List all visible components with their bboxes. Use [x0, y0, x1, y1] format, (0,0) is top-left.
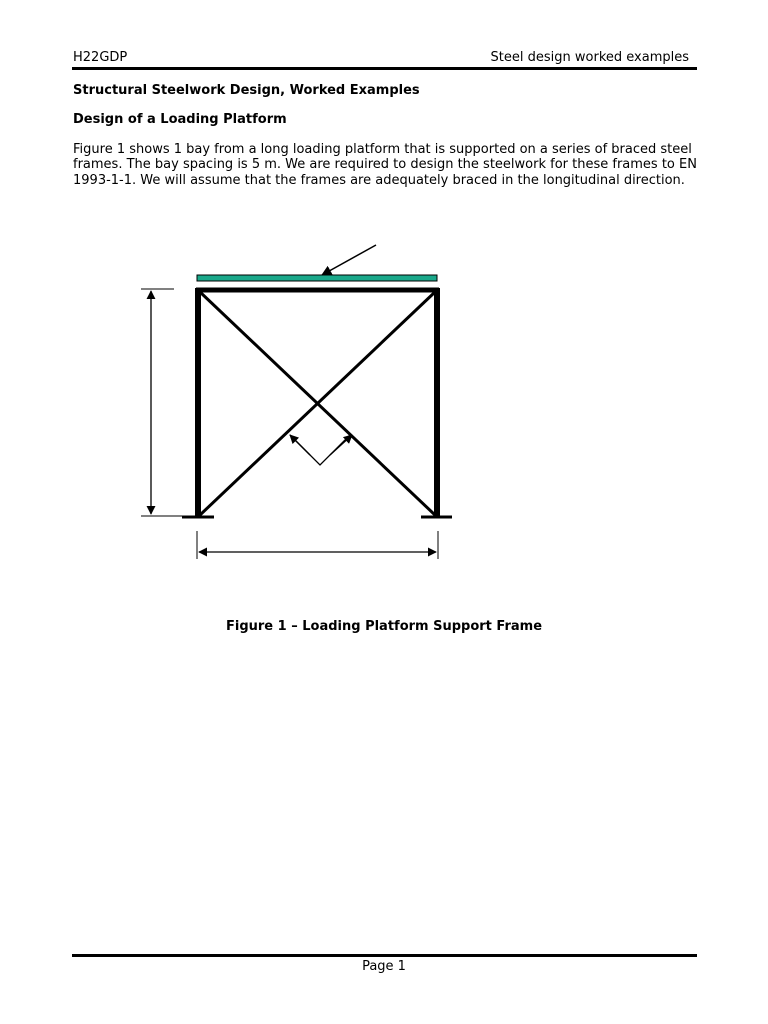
section-heading: Design of a Loading Platform [73, 112, 287, 127]
brace-pointer-arrows [290, 435, 350, 465]
brace-pointer-left [290, 435, 310, 455]
braced-frame-diagram [130, 235, 470, 575]
header-doc-subject: Steel design worked examples [490, 50, 689, 65]
document-title: Structural Steelwork Design, Worked Examples [73, 83, 420, 98]
deck-pointer-arrow [322, 245, 376, 275]
figure-caption: Figure 1 – Loading Platform Support Frame [225, 619, 543, 634]
header-course-code: H22GDP [73, 50, 128, 65]
footer-divider [72, 954, 697, 957]
intro-paragraph: Figure 1 shows 1 bay from a long loading platform that is supported on a series of braced steel frames. The bay spacing is 5 m. We are required to design the steelwork for these frames to EN 1993-1-1. We will assume that the frames are adequately braced in the longitudinal direction. [73, 142, 697, 188]
frame-figure [130, 235, 470, 575]
page-number: Page 1 [362, 959, 406, 974]
header-divider [72, 67, 697, 70]
platform-deck [197, 275, 437, 281]
brace-pointer-right [330, 435, 352, 455]
